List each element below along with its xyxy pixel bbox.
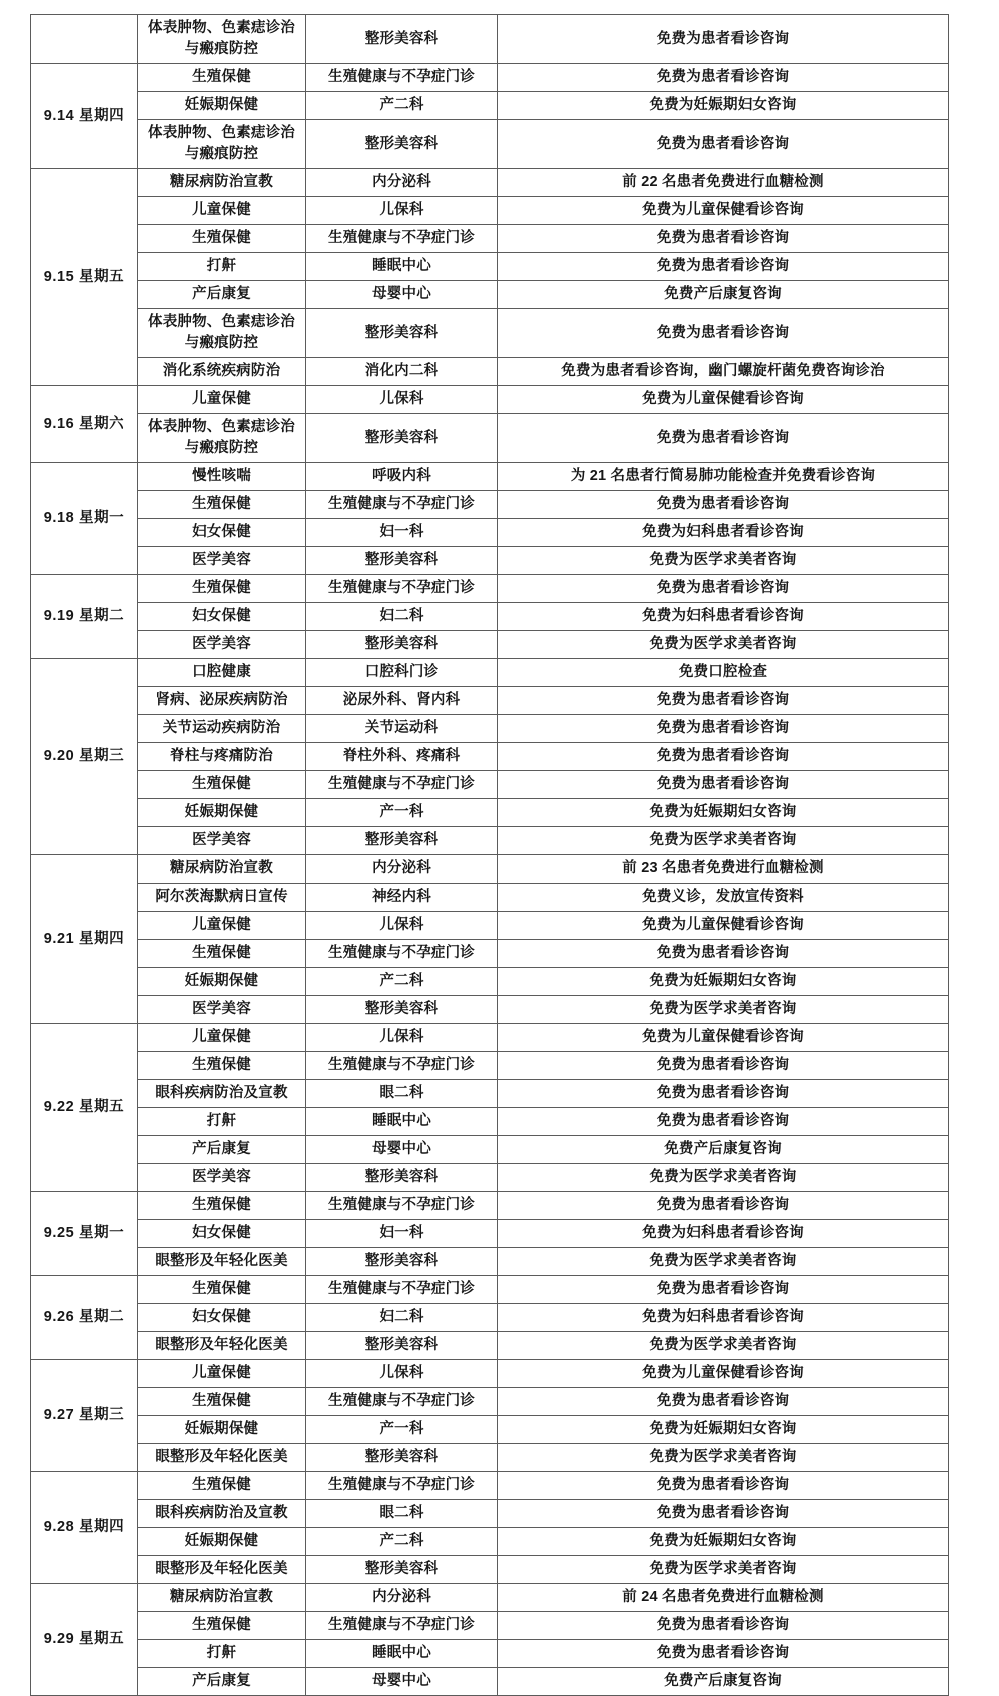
table-row: [31, 827, 949, 855]
department-cell: 整形美容科: [306, 547, 498, 575]
topic-cell: 生殖保健: [138, 1275, 306, 1303]
offer-cell: 免费为患者看诊咨询: [498, 575, 949, 603]
topic-cell: 打鼾: [138, 253, 306, 281]
table-row: [31, 197, 949, 225]
department-cell: 消化内二科: [306, 358, 498, 386]
table-row: [31, 1107, 949, 1135]
topic-cell: 眼整形及年轻化医美: [138, 1443, 306, 1471]
topic-cell: 体表肿物、色素痣诊治与瘢痕防控: [138, 414, 306, 463]
topic-cell: 糖尿病防治宣教: [138, 855, 306, 883]
offer-cell: 免费为患者看诊咨询: [498, 743, 949, 771]
table-row: [31, 1219, 949, 1247]
department-cell: 生殖健康与不孕症门诊: [306, 771, 498, 799]
date-cell: 9.18 星期一: [31, 463, 138, 575]
department-cell: 内分泌科: [306, 169, 498, 197]
department-cell: 妇二科: [306, 1303, 498, 1331]
offer-cell: 免费为患者看诊咨询: [498, 939, 949, 967]
topic-cell: 肾病、泌尿疾病防治: [138, 687, 306, 715]
table-row: [31, 715, 949, 743]
topic-cell: 消化系统疾病防治: [138, 358, 306, 386]
offer-cell: 免费为妇科患者看诊咨询: [498, 1219, 949, 1247]
offer-cell: 免费为儿童保健看诊咨询: [498, 1023, 949, 1051]
department-cell: 生殖健康与不孕症门诊: [306, 1611, 498, 1639]
offer-cell: 免费为儿童保健看诊咨询: [498, 911, 949, 939]
department-cell: 母婴中心: [306, 1135, 498, 1163]
table-row: [31, 281, 949, 309]
offer-cell: 免费为医学求美者咨询: [498, 1443, 949, 1471]
topic-cell: 医学美容: [138, 995, 306, 1023]
table-row: [31, 1639, 949, 1667]
department-cell: 生殖健康与不孕症门诊: [306, 575, 498, 603]
department-cell: 脊柱外科、疼痛科: [306, 743, 498, 771]
department-cell: 睡眠中心: [306, 1107, 498, 1135]
table-row: [31, 519, 949, 547]
schedule-sheet: [30, 14, 948, 1696]
topic-cell: 脊柱与疼痛防治: [138, 743, 306, 771]
table-row: [31, 225, 949, 253]
offer-cell: 免费为妊娠期妇女咨询: [498, 799, 949, 827]
department-cell: 整形美容科: [306, 120, 498, 169]
table-row: [31, 169, 949, 197]
department-cell: 儿保科: [306, 386, 498, 414]
offer-cell: 免费为医学求美者咨询: [498, 995, 949, 1023]
department-cell: 生殖健康与不孕症门诊: [306, 1471, 498, 1499]
topic-cell: 儿童保健: [138, 1359, 306, 1387]
topic-cell: 生殖保健: [138, 939, 306, 967]
offer-cell: 免费义诊，发放宣传资料: [498, 883, 949, 911]
table-row: [31, 575, 949, 603]
table-row: [31, 855, 949, 883]
topic-cell: 生殖保健: [138, 64, 306, 92]
table-row: [31, 1387, 949, 1415]
department-cell: 整形美容科: [306, 827, 498, 855]
topic-cell: 儿童保健: [138, 386, 306, 414]
table-row: [31, 463, 949, 491]
offer-cell: 免费为医学求美者咨询: [498, 1555, 949, 1583]
offer-cell: 免费为医学求美者咨询: [498, 547, 949, 575]
offer-cell: 免费为妇科患者看诊咨询: [498, 1303, 949, 1331]
offer-cell: 免费为妊娠期妇女咨询: [498, 1527, 949, 1555]
offer-cell: 免费为妊娠期妇女咨询: [498, 1415, 949, 1443]
date-cell: 9.16 星期六: [31, 386, 138, 463]
table-row: [31, 358, 949, 386]
table-row: [31, 631, 949, 659]
table-row: [31, 1611, 949, 1639]
table-row: [31, 64, 949, 92]
topic-cell: 妊娠期保健: [138, 967, 306, 995]
offer-cell: 免费为患者看诊咨询: [498, 1079, 949, 1107]
offer-cell: 免费为儿童保健看诊咨询: [498, 1359, 949, 1387]
offer-cell: 免费为患者看诊咨询: [498, 715, 949, 743]
date-cell: 9.19 星期二: [31, 575, 138, 659]
department-cell: 呼吸内科: [306, 463, 498, 491]
table-row: [31, 92, 949, 120]
table-row: [31, 309, 949, 358]
topic-cell: 医学美容: [138, 827, 306, 855]
department-cell: 眼二科: [306, 1079, 498, 1107]
table-row: [31, 967, 949, 995]
department-cell: 妇二科: [306, 603, 498, 631]
date-cell: 9.25 星期一: [31, 1191, 138, 1275]
department-cell: 整形美容科: [306, 1163, 498, 1191]
offer-cell: 免费为患者看诊咨询: [498, 1107, 949, 1135]
department-cell: 母婴中心: [306, 281, 498, 309]
topic-cell: 生殖保健: [138, 771, 306, 799]
offer-cell: 前 24 名患者免费进行血糖检测: [498, 1583, 949, 1611]
department-cell: 生殖健康与不孕症门诊: [306, 1051, 498, 1079]
department-cell: 儿保科: [306, 1359, 498, 1387]
offer-cell: 免费为患者看诊咨询: [498, 1471, 949, 1499]
department-cell: 整形美容科: [306, 1555, 498, 1583]
topic-cell: 体表肿物、色素痣诊治与瘢痕防控: [138, 120, 306, 169]
table-row: [31, 995, 949, 1023]
department-cell: 产二科: [306, 967, 498, 995]
department-cell: 产一科: [306, 1415, 498, 1443]
offer-cell: 免费为患者看诊咨询: [498, 1387, 949, 1415]
topic-cell: 生殖保健: [138, 1471, 306, 1499]
department-cell: 妇一科: [306, 519, 498, 547]
offer-cell: 免费为患者看诊咨询: [498, 1639, 949, 1667]
date-cell: 9.20 星期三: [31, 659, 138, 855]
topic-cell: 妊娠期保健: [138, 92, 306, 120]
department-cell: 整形美容科: [306, 1331, 498, 1359]
department-cell: 整形美容科: [306, 1247, 498, 1275]
topic-cell: 产后康复: [138, 1135, 306, 1163]
department-cell: 关节运动科: [306, 715, 498, 743]
offer-cell: 免费为儿童保健看诊咨询: [498, 197, 949, 225]
topic-cell: 妊娠期保健: [138, 799, 306, 827]
offer-cell: 免费为患者看诊咨询: [498, 687, 949, 715]
topic-cell: 打鼾: [138, 1639, 306, 1667]
offer-cell: 免费口腔检查: [498, 659, 949, 687]
table-row: [31, 386, 949, 414]
department-cell: 整形美容科: [306, 414, 498, 463]
offer-cell: 免费为医学求美者咨询: [498, 631, 949, 659]
topic-cell: 生殖保健: [138, 575, 306, 603]
topic-cell: 生殖保健: [138, 1387, 306, 1415]
department-cell: 儿保科: [306, 197, 498, 225]
department-cell: 生殖健康与不孕症门诊: [306, 939, 498, 967]
department-cell: 内分泌科: [306, 855, 498, 883]
department-cell: 整形美容科: [306, 631, 498, 659]
date-cell: 9.27 星期三: [31, 1359, 138, 1471]
offer-cell: 免费产后康复咨询: [498, 281, 949, 309]
offer-cell: 免费为儿童保健看诊咨询: [498, 386, 949, 414]
topic-cell: 阿尔茨海默病日宣传: [138, 883, 306, 911]
date-cell: 9.26 星期二: [31, 1275, 138, 1359]
department-cell: 生殖健康与不孕症门诊: [306, 1191, 498, 1219]
table-row: [31, 1135, 949, 1163]
department-cell: 儿保科: [306, 911, 498, 939]
topic-cell: 生殖保健: [138, 1051, 306, 1079]
topic-cell: 妇女保健: [138, 1303, 306, 1331]
offer-cell: 免费为患者看诊咨询: [498, 771, 949, 799]
offer-cell: 免费为患者看诊咨询: [498, 1611, 949, 1639]
topic-cell: 生殖保健: [138, 225, 306, 253]
offer-cell: 免费产后康复咨询: [498, 1135, 949, 1163]
table-row: [31, 1079, 949, 1107]
department-cell: 睡眠中心: [306, 1639, 498, 1667]
topic-cell: 体表肿物、色素痣诊治与瘢痕防控: [138, 15, 306, 64]
table-row: [31, 1443, 949, 1471]
offer-cell: 免费为医学求美者咨询: [498, 1331, 949, 1359]
department-cell: 生殖健康与不孕症门诊: [306, 1387, 498, 1415]
offer-cell: 免费为患者看诊咨询，幽门螺旋杆菌免费咨询诊治: [498, 358, 949, 386]
topic-cell: 慢性咳喘: [138, 463, 306, 491]
department-cell: 整形美容科: [306, 995, 498, 1023]
department-cell: 整形美容科: [306, 15, 498, 64]
offer-cell: 免费为患者看诊咨询: [498, 491, 949, 519]
offer-cell: 免费为患者看诊咨询: [498, 64, 949, 92]
offer-cell: 免费为患者看诊咨询: [498, 414, 949, 463]
table-row: [31, 1247, 949, 1275]
department-cell: 产一科: [306, 799, 498, 827]
topic-cell: 妇女保健: [138, 1219, 306, 1247]
topic-cell: 生殖保健: [138, 1191, 306, 1219]
topic-cell: 体表肿物、色素痣诊治与瘢痕防控: [138, 309, 306, 358]
department-cell: 生殖健康与不孕症门诊: [306, 225, 498, 253]
table-row: [31, 1359, 949, 1387]
topic-cell: 妇女保健: [138, 519, 306, 547]
table-row: [31, 1331, 949, 1359]
table-row: [31, 1051, 949, 1079]
date-cell: 9.21 星期四: [31, 855, 138, 1023]
topic-cell: 眼整形及年轻化医美: [138, 1331, 306, 1359]
table-row: [31, 414, 949, 463]
table-row: [31, 799, 949, 827]
topic-cell: 医学美容: [138, 1163, 306, 1191]
date-cell: 9.15 星期五: [31, 169, 138, 386]
table-row: [31, 1499, 949, 1527]
date-cell: 9.14 星期四: [31, 64, 138, 169]
department-cell: 生殖健康与不孕症门诊: [306, 491, 498, 519]
offer-cell: 免费为妊娠期妇女咨询: [498, 967, 949, 995]
table-row: [31, 687, 949, 715]
offer-cell: 前 23 名患者免费进行血糖检测: [498, 855, 949, 883]
offer-cell: 免费为患者看诊咨询: [498, 15, 949, 64]
offer-cell: 免费为患者看诊咨询: [498, 253, 949, 281]
topic-cell: 儿童保健: [138, 1023, 306, 1051]
department-cell: 内分泌科: [306, 1583, 498, 1611]
table-row: [31, 603, 949, 631]
table-row: [31, 1583, 949, 1611]
topic-cell: 医学美容: [138, 631, 306, 659]
offer-cell: 免费为医学求美者咨询: [498, 1163, 949, 1191]
topic-cell: 口腔健康: [138, 659, 306, 687]
table-row: [31, 743, 949, 771]
topic-cell: 生殖保健: [138, 1611, 306, 1639]
table-row: [31, 491, 949, 519]
department-cell: 生殖健康与不孕症门诊: [306, 1275, 498, 1303]
department-cell: 整形美容科: [306, 309, 498, 358]
table-row: [31, 120, 949, 169]
department-cell: 母婴中心: [306, 1667, 498, 1695]
topic-cell: 妊娠期保健: [138, 1415, 306, 1443]
table-row: [31, 659, 949, 687]
topic-cell: 医学美容: [138, 547, 306, 575]
table-row: [31, 1163, 949, 1191]
topic-cell: 儿童保健: [138, 197, 306, 225]
topic-cell: 产后康复: [138, 281, 306, 309]
topic-cell: 妊娠期保健: [138, 1527, 306, 1555]
table-row: [31, 911, 949, 939]
offer-cell: 免费为患者看诊咨询: [498, 225, 949, 253]
table-row: [31, 253, 949, 281]
offer-cell: 免费为患者看诊咨询: [498, 1275, 949, 1303]
offer-cell: 免费产后康复咨询: [498, 1667, 949, 1695]
table-row: [31, 1023, 949, 1051]
offer-cell: 免费为妇科患者看诊咨询: [498, 519, 949, 547]
topic-cell: 打鼾: [138, 1107, 306, 1135]
topic-cell: 眼科疾病防治及宣教: [138, 1079, 306, 1107]
table-row: [31, 883, 949, 911]
topic-cell: 生殖保健: [138, 491, 306, 519]
table-row: [31, 1415, 949, 1443]
table-row: [31, 15, 949, 64]
topic-cell: 儿童保健: [138, 911, 306, 939]
offer-cell: 免费为医学求美者咨询: [498, 827, 949, 855]
topic-cell: 妇女保健: [138, 603, 306, 631]
offer-cell: 免费为患者看诊咨询: [498, 309, 949, 358]
department-cell: 口腔科门诊: [306, 659, 498, 687]
table-row: [31, 547, 949, 575]
table-row: [31, 1303, 949, 1331]
offer-cell: 免费为患者看诊咨询: [498, 1051, 949, 1079]
department-cell: 产二科: [306, 92, 498, 120]
date-cell: 9.28 星期四: [31, 1471, 138, 1583]
department-cell: 整形美容科: [306, 1443, 498, 1471]
topic-cell: 关节运动疾病防治: [138, 715, 306, 743]
department-cell: 生殖健康与不孕症门诊: [306, 64, 498, 92]
schedule-table: [30, 14, 949, 1696]
table-row: [31, 1275, 949, 1303]
table-row: [31, 939, 949, 967]
topic-cell: 糖尿病防治宣教: [138, 169, 306, 197]
date-cell: 9.22 星期五: [31, 1023, 138, 1191]
department-cell: 神经内科: [306, 883, 498, 911]
department-cell: 泌尿外科、肾内科: [306, 687, 498, 715]
offer-cell: 免费为患者看诊咨询: [498, 120, 949, 169]
offer-cell: 为 21 名患者行简易肺功能检查并免费看诊咨询: [498, 463, 949, 491]
topic-cell: 产后康复: [138, 1667, 306, 1695]
topic-cell: 眼整形及年轻化医美: [138, 1247, 306, 1275]
date-cell: [31, 15, 138, 64]
table-row: [31, 1667, 949, 1695]
topic-cell: 糖尿病防治宣教: [138, 1583, 306, 1611]
offer-cell: 免费为妇科患者看诊咨询: [498, 603, 949, 631]
department-cell: 眼二科: [306, 1499, 498, 1527]
schedule-table-body: [31, 15, 949, 1696]
table-row: [31, 1555, 949, 1583]
offer-cell: 免费为妊娠期妇女咨询: [498, 92, 949, 120]
offer-cell: 免费为患者看诊咨询: [498, 1499, 949, 1527]
department-cell: 儿保科: [306, 1023, 498, 1051]
department-cell: 睡眠中心: [306, 253, 498, 281]
topic-cell: 眼科疾病防治及宣教: [138, 1499, 306, 1527]
date-cell: 9.29 星期五: [31, 1583, 138, 1695]
offer-cell: 免费为患者看诊咨询: [498, 1191, 949, 1219]
offer-cell: 免费为医学求美者咨询: [498, 1247, 949, 1275]
table-row: [31, 771, 949, 799]
table-row: [31, 1191, 949, 1219]
offer-cell: 前 22 名患者免费进行血糖检测: [498, 169, 949, 197]
table-row: [31, 1471, 949, 1499]
table-row: [31, 1527, 949, 1555]
topic-cell: 眼整形及年轻化医美: [138, 1555, 306, 1583]
department-cell: 产二科: [306, 1527, 498, 1555]
department-cell: 妇一科: [306, 1219, 498, 1247]
